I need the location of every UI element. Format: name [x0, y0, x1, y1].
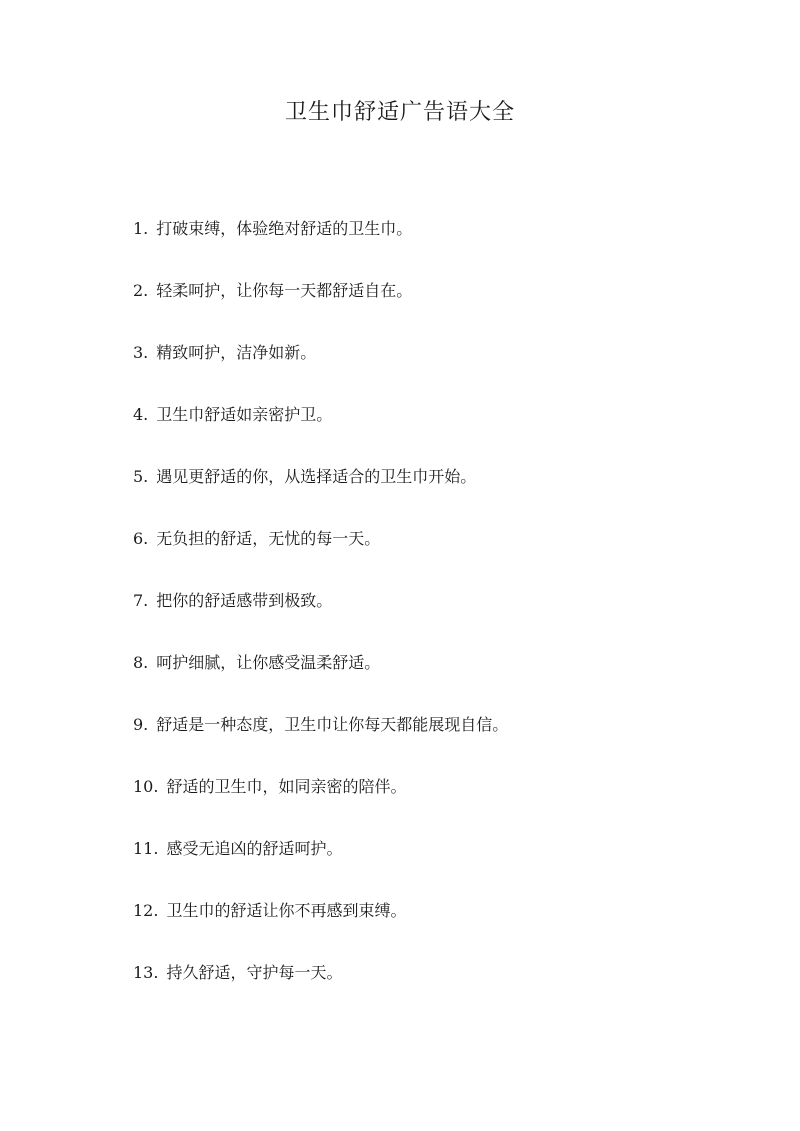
item-number: 10. [133, 777, 159, 796]
list-item [133, 585, 508, 647]
item-text: 卫生巾的舒适让你不再感到束缚。 [166, 901, 407, 920]
item-text: 舒适的卫生巾，如同亲密的陪伴。 [166, 777, 407, 796]
item-number: 3. [133, 343, 149, 362]
item-number: 13. [133, 963, 159, 982]
item-text: 精致呵护，洁净如新。 [156, 343, 317, 362]
item-text: 轻柔呵护，让你每一天都舒适自在。 [156, 281, 413, 300]
item-number: 11. [133, 839, 159, 858]
list-item [133, 213, 508, 275]
item-text: 无负担的舒适，无忧的每一天。 [156, 529, 381, 548]
item-number: 8. [133, 653, 149, 672]
item-text: 持久舒适，守护每一天。 [166, 963, 343, 982]
list-item [133, 461, 508, 523]
document-title: 卫生巾舒适广告语大全 [284, 100, 515, 125]
item-number: 6. [133, 529, 149, 548]
list-item [133, 275, 508, 337]
item-text: 感受无追凶的舒适呵护。 [166, 839, 343, 858]
item-text: 把你的舒适感带到极致。 [156, 591, 333, 610]
list-item [133, 647, 508, 709]
item-number: 2. [133, 281, 149, 300]
list-item [133, 771, 508, 833]
list-item [133, 337, 508, 399]
list-item [133, 709, 508, 771]
item-number: 5. [133, 467, 149, 486]
list-item [133, 399, 508, 461]
list-item [133, 957, 508, 1019]
item-text: 舒适是一种态度，卫生巾让你每天都能展现自信。 [156, 715, 509, 734]
item-text: 打破束缚，体验绝对舒适的卫生巾。 [156, 219, 413, 238]
list-item [133, 523, 508, 585]
item-number: 1. [133, 219, 149, 238]
item-number: 9. [133, 715, 149, 734]
item-number: 4. [133, 405, 149, 424]
item-text: 卫生巾舒适如亲密护卫。 [156, 405, 333, 424]
list-item [133, 833, 508, 895]
item-number: 12. [133, 901, 159, 920]
item-number: 7. [133, 591, 149, 610]
item-text: 遇见更舒适的你，从选择适合的卫生巾开始。 [156, 467, 477, 486]
list-item [133, 895, 508, 957]
slogan-list [133, 213, 508, 1019]
item-text: 呵护细腻，让你感受温柔舒适。 [156, 653, 381, 672]
